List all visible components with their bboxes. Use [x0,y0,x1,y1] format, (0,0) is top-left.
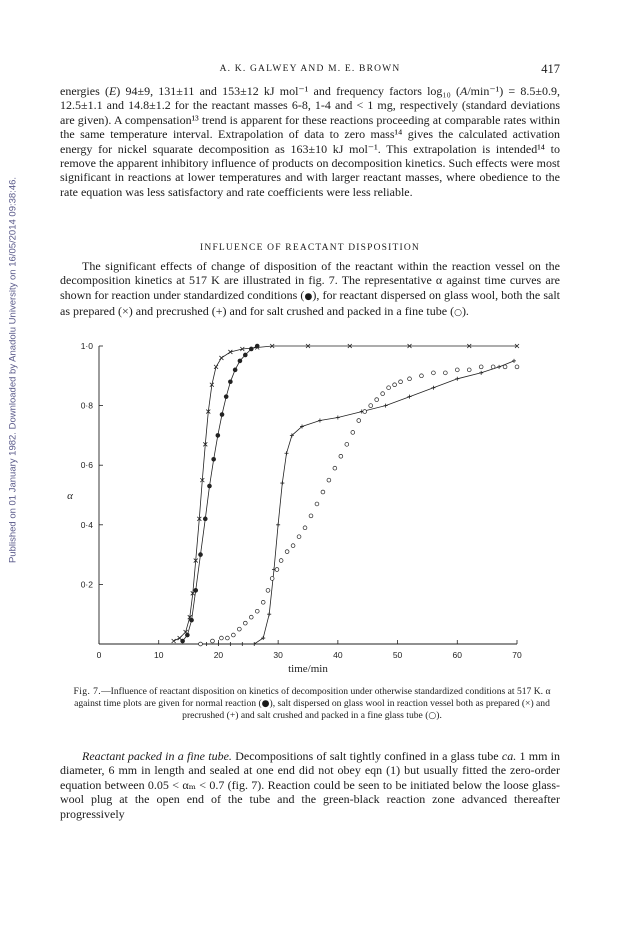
plus-point [252,642,256,646]
open-circle-point [381,392,385,396]
cross-symbol: × [121,304,129,319]
y-tick-label: 0·2 [80,579,93,590]
filled-circle-point [207,484,212,489]
open-circle-point [408,377,412,381]
open-circle-point [327,478,331,482]
plus-point [228,642,232,646]
plus-point [318,419,322,423]
filled-circle-point [198,552,203,557]
open-circle-point [455,368,459,372]
open-circle-symbol: ○ [454,308,462,319]
open-circle-point [249,615,253,619]
section-heading: INFLUENCE OF REACTANT DISPOSITION [200,243,420,253]
filled-circle-point [203,517,208,522]
open-circle-point [255,609,259,613]
y-tick-label: 1·0 [80,341,93,351]
open-circle-point [275,568,279,572]
alpha-time-chart [52,336,568,676]
open-circle-point [345,442,349,446]
x-axis-label: time/min [288,663,328,675]
filled-circle-point [233,368,238,373]
open-circle-point [339,454,343,458]
open-circle-point [270,577,274,581]
open-circle-point [369,404,373,408]
open-circle-point [220,636,224,640]
x-tick-label: 50 [392,650,403,660]
open-circle-point [351,431,355,435]
open-circle-point [309,514,313,518]
filled-circle-point [193,588,198,593]
filled-circle-point [211,457,216,462]
open-circle-point [315,502,319,506]
open-circle-point [515,365,519,369]
y-tick-label: 0·8 [80,400,93,411]
cross-point [219,356,223,360]
plus-point [431,386,435,390]
x-tick-label: 70 [512,650,522,660]
x-tick-label: 0 [96,650,102,660]
cross-point [172,639,176,643]
plus-point [240,642,244,646]
filled-circle-point [238,359,243,364]
y-tick-label: 0·6 [80,460,93,471]
open-circle-point [225,636,229,640]
open-circle-point [211,639,215,643]
plus-point [285,451,289,455]
open-circle-point [243,621,247,625]
open-circle-point [199,642,203,646]
filled-circle-point [180,639,185,644]
x-tick-label: 20 [213,650,224,660]
open-circle-point [357,419,361,423]
plus-point [336,416,340,420]
series-line-cross [174,346,517,641]
series-line-plus [207,361,515,644]
filled-circle-point [249,347,254,352]
y-tick-label: 0·4 [80,519,93,530]
open-circle-point [467,368,471,372]
open-circle-point [297,535,301,539]
plus-point [204,642,208,646]
download-notice [6,150,20,590]
open-circle-point [387,386,391,390]
filled-circle-point [243,353,248,358]
open-circle-point [432,371,436,375]
open-circle-point [363,410,367,414]
plus-point [479,371,483,375]
filled-circle-point [220,412,225,417]
plus-point [512,359,516,363]
open-circle-point [237,627,241,631]
plus-point [280,481,284,485]
open-circle-point [399,380,403,384]
open-circle-point [375,398,379,402]
open-circle-point [303,526,307,530]
y-axis-label: α [67,490,73,502]
x-tick-label: 60 [452,650,463,660]
plus-point [384,404,388,408]
filled-circle-point [189,618,194,623]
open-circle-point [333,466,337,470]
open-circle-point [261,600,265,604]
plus-point [216,642,220,646]
figure-7 [52,336,568,676]
open-circle-point [503,365,507,369]
open-circle-point [279,559,283,563]
plus-point [267,612,271,616]
running-head [60,64,560,78]
page-number: 417 [541,62,560,76]
open-circle-point [479,365,483,369]
paragraph-activation-energies: energies (E) 94±9, 131±11 and 153±12 kJ mol⁻¹ and frequency factors log₁₀ (A/min⁻¹) = 8.5±0.9, 12.5±1.1 and 14.8±1.2 for the reactant masses 6-8, 1-4 and < 1 mg, respectively (standard deviations are given). A compensation¹³ trend is apparent for these reactions proceeding at comparable rates within the same temperature interval. Extrapolation of data to zero mass¹⁴ gives the calculated activation energy for nickel squarate decomposition as 163±10 kJ mol⁻¹. This extrapolation is intended¹⁴ to remove the apparent inhibitory influence of products on decomposition kinetics. Such effects were most significant in reactions at lower temperatures and with larger reactant masses, where obedience to the rate equation was less satisfactory and rate coefficients were less reliable. [60,84,560,199]
open-circle-point [393,383,397,387]
series-line-filled [183,346,258,641]
paragraph-disposition: The significant effects of change of disposition of the reactant within the reaction vessel on the decomposition kinetics at 517 K are illustrated in fig. 7. The representative α against time curves are shown for reaction under standardized conditions (●), for reactant dispersed on glass wool, both the salt as prepared (×) and precrushed (+) and for salt crushed and packed in a fine tube (○). [60,259,560,319]
plus-point [408,395,412,399]
running-title: A. K. GALWEY AND M. E. BROWN [219,64,401,74]
open-circle-point [321,490,325,494]
figure-caption: Fig. 7.—Influence of reactant disposition on kinetics of decomposition under otherwise standardized conditions at 517 K. α against time plots are given for normal reaction (●), salt dispersed on glass wool in reaction vessel both as prepared (×) and precrushed (+) and salt crushed and packed in a fine glass tube (○). [73,686,551,722]
filled-circle-point [224,394,229,399]
paragraph-fine-tube: Reactant packed in a fine tube. Decompositions of salt tightly confined in a glass tube ca. 1 mm in diameter, 6 mm in length and sealed at one end did not obey eqn (1) but usually fitted the zero-order equation between 0.05 < αₘ < 0.7 (fig. 7). Reaction could be seen to be initiated below the loose glass-wool plug at the open end of the tube and the green-black reaction zone advanced thereafter progressively [60,749,560,821]
plus-point [276,523,280,527]
open-circle-point [491,365,495,369]
filled-circle-point [228,379,233,384]
filled-circle-point [185,633,190,638]
x-tick-label: 40 [333,650,343,660]
open-circle-point [443,371,447,375]
open-circle-point [420,374,424,378]
plus-symbol: + [215,304,223,319]
plus-point [455,377,459,381]
x-tick-label: 30 [273,650,283,660]
open-circle-point [231,633,235,637]
plus-point [261,636,265,640]
plus-point [497,365,501,369]
filled-circle-symbol: ● [304,291,313,302]
download-notice-text: Published on 01 January 1982. Downloaded by Anadolu University on 16/05/2014 09:38:46. [7,176,19,564]
open-circle-point [291,544,295,548]
filled-circle-point [216,433,221,438]
open-circle-point [285,550,289,554]
subsection-title: Reactant packed in a fine tube. [82,749,232,763]
x-tick-label: 10 [153,650,164,660]
open-circle-point [266,588,270,592]
filled-circle-point [255,344,260,349]
